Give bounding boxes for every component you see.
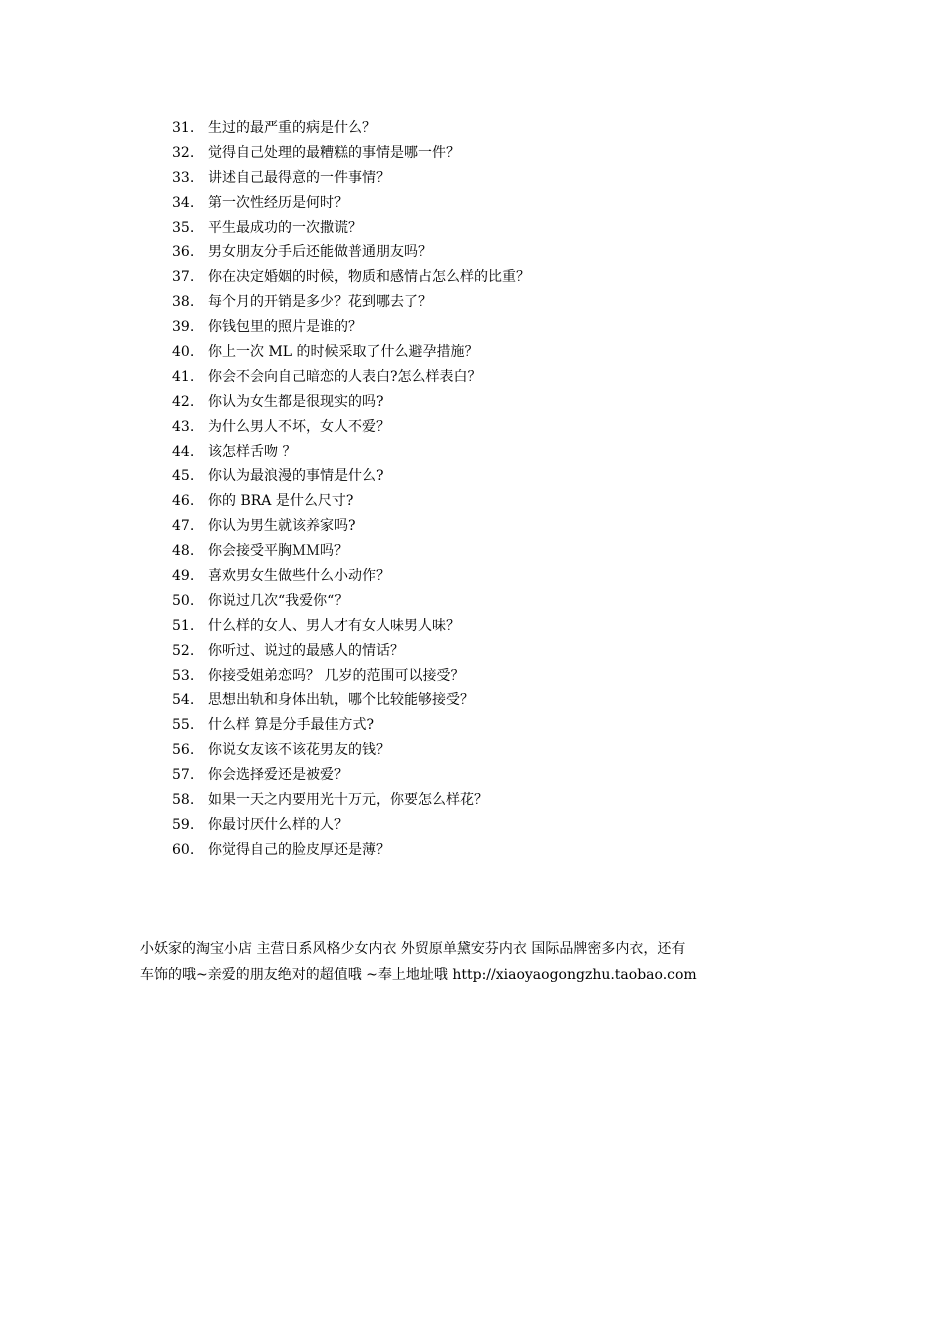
question-text: 什么样 算是分手最佳方式? [208,717,374,734]
question-number: 32. [172,144,195,161]
question-text: 喜欢男女生做些什么小动作？ [208,568,390,585]
question-item [172,688,530,713]
question-item [172,365,530,390]
question-item [172,738,530,763]
question-number: 50. [172,592,195,609]
question-text: 你认为女生都是很现实的吗? [208,393,384,410]
question-item [172,240,530,265]
question-item [172,763,530,788]
question-item [172,713,530,738]
question-text: 平生最成功的一次撒谎？ [208,219,362,236]
question-item [172,191,530,216]
question-text: 你说过几次“我爱你“？ [208,592,349,609]
question-item [172,464,530,489]
question-item [172,440,530,465]
question-item [172,415,530,440]
question-number: 35. [172,219,195,236]
question-text: 你会接受平胸ＭＭ吗？ [208,543,348,560]
question-number: 38. [172,294,195,311]
question-text: 每个月的开销是多少？花到哪去了？ [208,294,432,311]
question-number: 46. [172,493,195,510]
question-number: 60. [172,841,195,858]
question-item [172,614,530,639]
question-number: 56. [172,742,195,759]
question-number: 34. [172,194,195,211]
question-text: 你听过、说过的最感人的情话？ [208,642,404,659]
question-number: 58. [172,792,195,809]
question-item [172,664,530,689]
question-number: 51. [172,617,195,634]
question-text: 你的 BRA 是什么尺寸? [208,493,354,510]
question-number: 44. [172,443,195,460]
question-item [172,290,530,315]
question-text: 你接受姐弟恋吗？ 几岁的范围可以接受？ [208,667,465,684]
question-text: 你会不会向自己暗恋的人表白?怎么样表白？ [208,368,482,385]
question-number: 36. [172,244,195,261]
question-text: 什么样的女人、男人才有女人味男人味？ [208,617,460,634]
question-number: 48. [172,543,195,560]
question-text: 你认为男生就该养家吗? [208,518,356,535]
question-text: 你在决定婚姻的时候，物质和感情占怎么样的比重？ [208,269,530,286]
question-text: 你上一次 ML 的时候采取了什么避孕措施？ [208,344,479,361]
question-number: 57. [172,767,195,784]
question-number: 59. [172,816,195,833]
question-item [172,813,530,838]
question-number: 47. [172,518,195,535]
question-number: 49. [172,568,195,585]
question-number: 52. [172,642,195,659]
question-text: 你最讨厌什么样的人？ [208,816,348,833]
question-item [172,265,530,290]
question-number: 54. [172,692,195,709]
question-text: 你觉得自己的脸皮厚还是薄？ [208,841,390,858]
question-text: 讲述自己最得意的一件事情？ [208,169,390,186]
question-item [172,838,530,863]
question-text: 该怎样舌吻 ？ [208,443,297,460]
question-item [172,639,530,664]
question-text: 男女朋友分手后还能做普通朋友吗？ [208,244,432,261]
question-item [172,390,530,415]
shop-advertisement-line-2: 车饰的哦~亲爱的朋友绝对的超值哦 ~奉上地址哦 http://xiaoyaogongzhu.taobao.com [140,967,697,983]
question-item [172,166,530,191]
question-text: 思想出轨和身体出轨，哪个比较能够接受？ [208,692,474,709]
question-list [172,116,530,863]
question-item [172,315,530,340]
question-text: 觉得自己处理的最糟糕的事情是哪一件？ [208,144,460,161]
question-text: 你认为最浪漫的事情是什么? [208,468,384,485]
question-number: 45. [172,468,195,485]
question-item [172,340,530,365]
question-text: 生过的最严重的病是什么？ [208,120,376,136]
question-text: 你会选择爱还是被爱？ [208,767,348,784]
question-number: 39. [172,319,195,336]
question-text: 你说女友该不该花男友的钱？ [208,742,390,759]
question-item [172,788,530,813]
question-item [172,116,530,141]
question-number: 40. [172,344,195,361]
question-item [172,539,530,564]
question-text: 第一次性经历是何时？ [208,194,348,211]
question-item [172,489,530,514]
question-number: 33. [172,169,195,186]
question-number: 41. [172,368,195,385]
question-number: 42. [172,393,195,410]
question-number: 37. [172,269,195,286]
question-item [172,564,530,589]
question-number: 43. [172,418,195,435]
question-number: 55. [172,717,195,734]
question-item [172,216,530,241]
question-item [172,514,530,539]
question-text: 如果一天之内要用光十万元，你要怎么样花？ [208,792,488,809]
shop-advertisement [140,936,830,988]
question-number: 53. [172,667,195,684]
question-item [172,141,530,166]
shop-advertisement-line-1: 小妖家的淘宝小店 主营日系风格少女内衣 外贸原单黛安芬内衣 国际品牌密多内衣，还有 [140,941,686,957]
question-item [172,589,530,614]
question-text: 你钱包里的照片是谁的？ [208,319,362,336]
question-text: 为什么男人不坏，女人不爱？ [208,418,390,435]
question-number: 31. [172,120,195,136]
